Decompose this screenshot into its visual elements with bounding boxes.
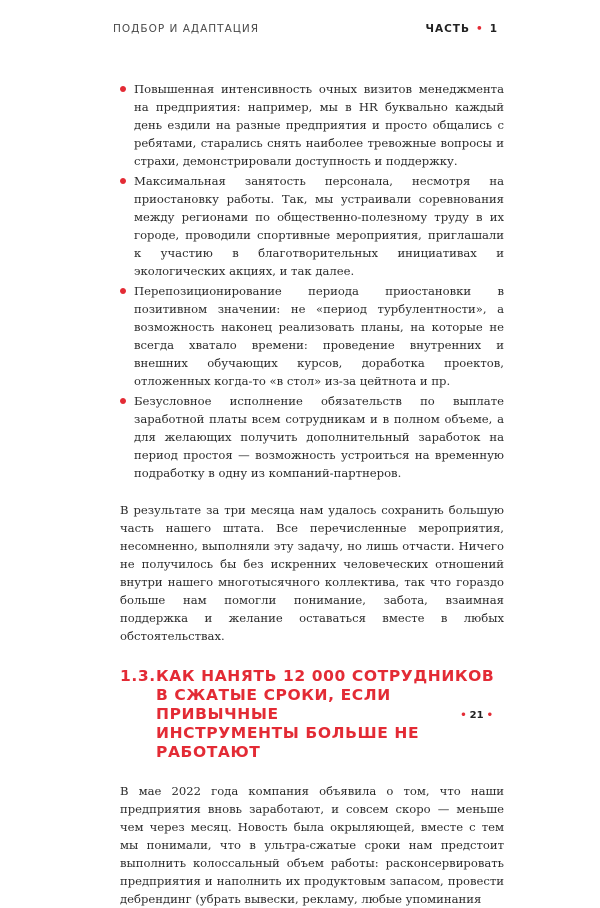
red-dot-icon: • — [475, 23, 484, 35]
section-title-part-1: КАК НАНЯТЬ 12 000 СОТРУДНИКОВ — [156, 667, 495, 685]
bullet-text: Безусловное исполнение обязательств по выплате заработной платы всем сотрудникам и в полном объеме, а для желающих получить дополнительный заработок на период простоя — возможность устроиться на временную подработку в одну из компаний-партнеров. — [134, 394, 504, 480]
red-dot-icon: • — [460, 710, 467, 721]
section-heading — [120, 667, 504, 762]
bullet-dot-icon — [120, 178, 126, 184]
running-header-part — [425, 23, 498, 35]
bullet-dot-icon — [120, 288, 126, 294]
bullet-item — [120, 80, 504, 170]
body-paragraph: В результате за три месяца нам удалось сохранить большую часть нашего штата. Все перечисленные мероприятия, несомненно, выполняли эту задачу, но лишь отчасти. Ничего не получилось бы без искренних человеческих отношений внутри нашего многотысячного коллектива, так что гораздо больше нам помогли понимание, забота, взаимная поддержка и желание оставаться вместе в любых обстоятельствах. — [120, 503, 504, 643]
page-content — [120, 80, 504, 908]
running-header-title: ПОДБОР И АДАПТАЦИЯ — [113, 23, 260, 35]
section-number: 1.3. — [120, 667, 156, 685]
bullet-text: Перепозиционирование периода приостановки в позитивном значении: не «период турбулентности», а возможность наконец реализовать планы, на которые не всегда хватало времени: проведение внутренних и внешних обучающих курсов, доработка проектов, отложенных когда-то «в стол» из-за цейтнота и пр. — [134, 284, 504, 388]
section-title-part-2: В СЖАТЫЕ СРОКИ, ЕСЛИ ПРИВЫЧНЫЕ — [156, 686, 391, 723]
running-header — [0, 23, 600, 43]
bullet-dot-icon — [120, 86, 126, 92]
body-paragraph-2: В мае 2022 года компания объявила о том, что наши предприятия вновь заработают, и совсем скоро — меньше чем через месяц. Новость была окрыляющей, вместе с тем мы понимали, что в ультра-сжатые сроки нам предстоит выполнить колоссальный объем работы: расконсервировать предприятия и наполнить их продуктовым запасом, провести дебрендинг (убрать вывески, рекламу, любые упоминания — [120, 784, 504, 906]
bullet-text: Повышенная интенсивность очных визитов менеджмента на предприятия: например, мы в HR буквально каждый день ездили на разные предприятия и просто общались с ребятами, старались снять наиболее тревожные вопросы и страхи, демонстрировали доступность и поддержку. — [134, 82, 504, 168]
page-number — [457, 710, 496, 721]
bullet-list — [120, 80, 504, 482]
page-number-value: 21 — [469, 710, 484, 721]
part-number: 1 — [489, 23, 498, 35]
part-label: ЧАСТЬ — [425, 23, 470, 35]
bullet-item — [120, 172, 504, 280]
section-title-part-3: ИНСТРУМЕНТЫ БОЛЬШЕ НЕ РАБОТАЮТ — [156, 724, 420, 761]
section-heading-line-1 — [120, 667, 504, 686]
red-dot-icon: • — [486, 710, 493, 721]
bullet-item — [120, 392, 504, 482]
bullet-dot-icon — [120, 398, 126, 404]
bullet-text: Максимальная занятость персонала, несмотря на приостановку работы. Так, мы устраивали соревнования между регионами по общественно-полезному труду в их городе, проводили спортивные мероприятия, приглашали к участию в благотворительных инициативах и экологических акциях, и так далее. — [134, 174, 504, 278]
bullet-item — [120, 282, 504, 390]
